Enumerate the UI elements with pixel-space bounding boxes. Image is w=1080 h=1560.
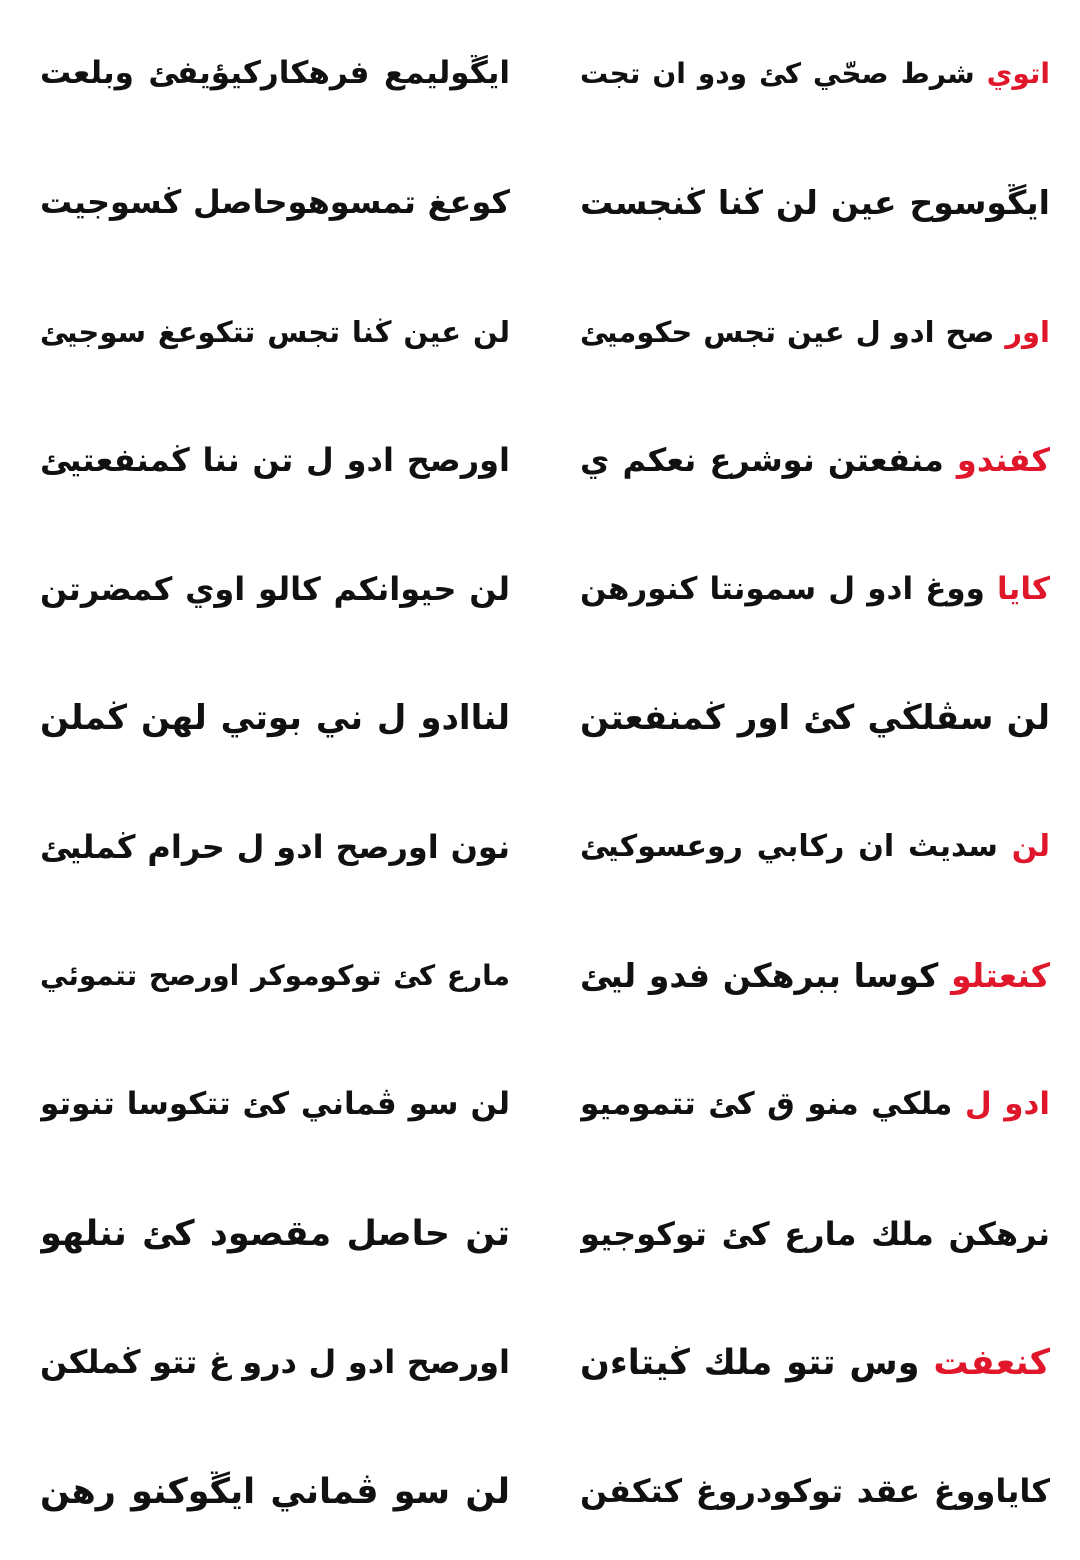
verse-highlight-word: اتوي xyxy=(986,56,1050,90)
verse-text: كوسا ببرهكن فدو ليئ xyxy=(580,955,952,995)
verse-text: لن سڤلڬي كئ اور ڬمنفعتن xyxy=(580,698,1050,739)
verse-highlight-word: ادو ل xyxy=(964,1086,1050,1123)
verse-text: نرهكن ملك مارع كئ توكوجيو xyxy=(580,1214,1050,1253)
verse-row xyxy=(40,147,1050,259)
verse-row xyxy=(40,1178,1050,1290)
verse-first-hemistich xyxy=(580,950,1050,1003)
verse-second-hemistich: تن حاصل مقصود كئ ننلهو xyxy=(40,1214,510,1255)
verse-first-hemistich xyxy=(580,691,1050,745)
verse-highlight-word: كنعفت xyxy=(933,1343,1050,1384)
verse-row xyxy=(40,405,1050,517)
verse-row xyxy=(40,276,1050,388)
verse-first-hemistich xyxy=(580,309,1050,355)
verse-first-hemistich xyxy=(580,177,1050,230)
verse-second-hemistich: مارع كئ توكوموكر اورصح تتموئي xyxy=(40,958,510,992)
verse-highlight-word: كفندو xyxy=(956,441,1050,480)
verse-first-hemistich xyxy=(580,1080,1050,1130)
verse-second-hemistich: لن سو ڤماني كئ تتكوسا تنوتو xyxy=(40,1086,510,1123)
verse-row xyxy=(40,1307,1050,1419)
poem xyxy=(40,18,1050,1548)
verse-highlight-word: كايا xyxy=(997,570,1050,607)
verse-first-hemistich xyxy=(580,565,1050,615)
verse-highlight-word: لن xyxy=(1011,829,1050,865)
verse-second-hemistich: لن عين ڬنا تجس تتكوعغ سوجيئ xyxy=(40,314,510,349)
verse-row xyxy=(40,18,1050,130)
verse-second-hemistich: ايڱوليمع فرهكاركيؤيفئ وبلعت xyxy=(40,55,510,92)
verse-second-hemistich: كوعغ تمسوهوحاصل ڬسوجيت xyxy=(40,183,510,222)
verse-row xyxy=(40,1436,1050,1548)
verse-row xyxy=(40,663,1050,775)
verse-second-hemistich: لن حيوانكم كالو اوي كمضرتن xyxy=(40,570,510,609)
verse-text: ايڱوسوح عين لن ڬنا ڬنجست xyxy=(580,182,1050,222)
verse-text: سديث ان ركابي روعسوكيئ xyxy=(580,829,1012,865)
verse-first-hemistich xyxy=(580,823,1050,871)
verse-second-hemistich: اورصح ادو ل درو غ تتو ڬملكن xyxy=(40,1343,510,1382)
verse-first-hemistich xyxy=(580,1209,1050,1260)
verse-first-hemistich xyxy=(580,1466,1050,1517)
verse-second-hemistich: اورصح ادو ل تن ننا ڬمنفعتيئ xyxy=(40,441,510,480)
verse-text: شرط صحّي كئ ودو ان تجت xyxy=(580,56,987,90)
verse-text: وس تتو ملك ڬيتاءن xyxy=(580,1343,934,1384)
verse-second-hemistich: نون اورصح ادو ل حرام ڬمليئ xyxy=(40,827,510,866)
verse-text: صح ادو ل عين تجس حكوميئ xyxy=(580,314,1006,349)
verse-first-hemistich xyxy=(580,52,1050,97)
verse-first-hemistich xyxy=(580,435,1050,486)
verse-row xyxy=(40,791,1050,903)
verse-text: ملكي منو ق كئ تتموميو xyxy=(580,1086,965,1123)
verse-row xyxy=(40,1049,1050,1161)
verse-first-hemistich xyxy=(580,1335,1050,1391)
verse-text: منفعتن نوشرع نعكم ي xyxy=(580,441,957,480)
verse-text: كاياووغ عقد توكودروغ كتكفن xyxy=(580,1472,1050,1511)
verse-second-hemistich: لناادو ل ني بوتي لهن ڬملن xyxy=(40,698,510,739)
verse-highlight-word: كنعتلو xyxy=(951,955,1050,995)
verse-second-hemistich: لن سو ڤماني ايڱوكنو رهن xyxy=(40,1471,510,1512)
verse-row xyxy=(40,920,1050,1032)
verse-highlight-word: اور xyxy=(1005,314,1050,349)
verse-row xyxy=(40,534,1050,646)
verse-text: ووغ ادو ل سمونتا كنورهن xyxy=(580,570,998,607)
